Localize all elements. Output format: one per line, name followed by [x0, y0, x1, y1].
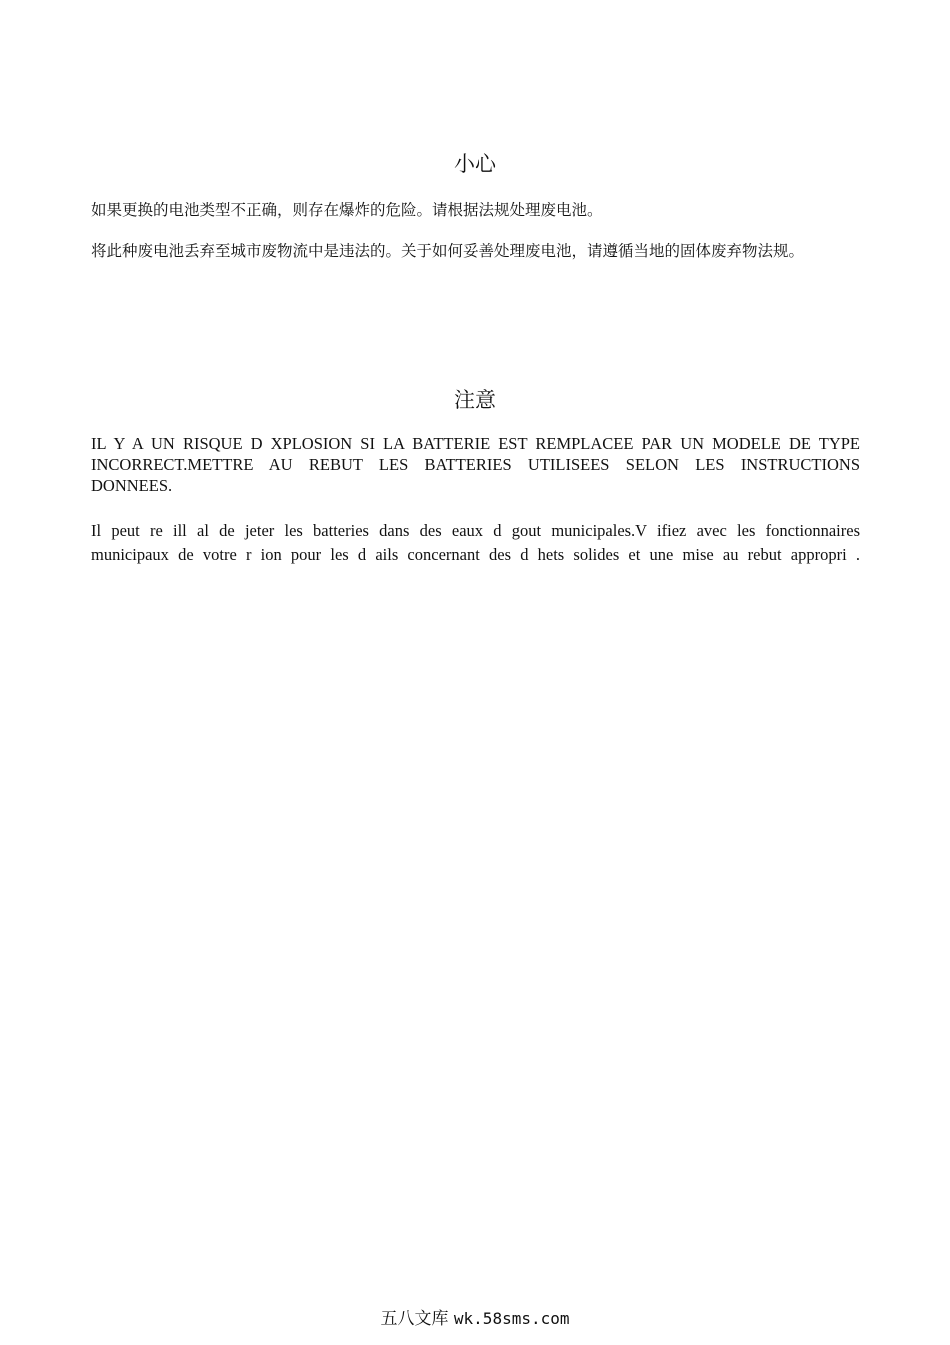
warning-paragraph-1-line-1: IL Y A UN RISQUE D XPLOSION SI LA BATTERIE EST REMPLACEE PAR UN MODELE DE TYPE — [91, 434, 860, 453]
warning-paragraph-2-line-2: municipaux de votre r ion pour les d ails concernant des d hets solides et une mise au rebut appropri . — [91, 545, 860, 564]
warning-paragraph-2-line-1: Il peut re ill al de jeter les batteries dans des eaux d gout municipales.V ifiez avec les fonctionnaires — [91, 521, 860, 540]
warning-paragraph-2 — [91, 519, 860, 567]
caution-heading-cn: 小心 — [454, 152, 496, 176]
caution-paragraph-1: 如果更换的电池类型不正确，则存在爆炸的危险。请根据法规处理废电池。 — [91, 201, 603, 219]
footer-watermark — [0, 1307, 950, 1331]
caution-heading-fr: 注意 — [454, 388, 496, 412]
warning-paragraph-1 — [91, 433, 860, 496]
caution-paragraph-2: 将此种废电池丢弃至城市废物流中是违法的。关于如何妥善处理废电池，请遵循当地的固体废弃物法规。 — [91, 242, 805, 260]
warning-paragraph-1-line-3: DONNEES. — [91, 476, 173, 495]
footer-site-name: 五八文库 — [380, 1309, 449, 1329]
warning-paragraph-1-line-2: INCORRECT.METTRE AU REBUT LES BATTERIES UTILISEES SELON LES INSTRUCTIONS — [91, 455, 860, 474]
footer-site-url[interactable]: wk.58sms.com — [453, 1309, 570, 1328]
